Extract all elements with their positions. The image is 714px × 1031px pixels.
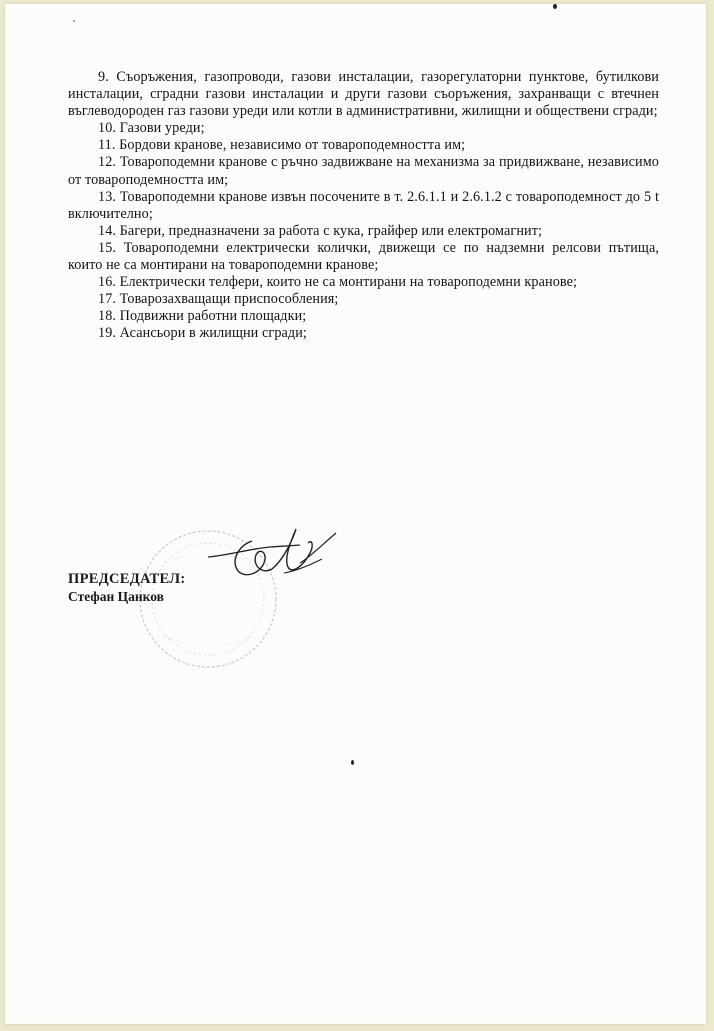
- list-item: 9. Съоръжения, газопроводи, газови инсталации, газорегулаторни пунктове, бутилкови инсталации, сградни газови инсталации и други газови съоръжения, захранващи с втечнен въглеводороден газ газови уреди или котли в административни, жилищни и обществени сгради;: [68, 69, 659, 120]
- signature-block: [68, 570, 185, 605]
- list-item: 17. Товарозахващащи приспособления;: [98, 291, 339, 308]
- list-item: 15. Товароподемни електрически колички, движещи се по надземни релсови пътища, които не са монтирани на товароподемни кранове;: [68, 239, 659, 274]
- list-item: 11. Бордови кранове, независимо от товароподемността им;: [98, 137, 466, 154]
- signatory-title: ПРЕДСЕДАТЕЛ:: [68, 571, 186, 587]
- scan-speck: [351, 760, 354, 765]
- signatory-name: Стефан Цанков: [68, 589, 164, 604]
- list-item: 14. Багери, предназначени за работа с кука, грайфер или електромагнит;: [98, 222, 543, 239]
- handwritten-signature-icon: [200, 519, 340, 589]
- scan-speck: [553, 4, 557, 9]
- list-item: 12. Товароподемни кранове с ръчно задвижване на механизма за придвижване, независимо от товароподемността им;: [68, 154, 659, 188]
- document-page: [5, 4, 706, 1024]
- scan-speck: [73, 20, 75, 22]
- list-item: 18. Подвижни работни площадки;: [98, 308, 307, 325]
- list-item: 13. Товароподемни кранове извън посочените в т. 2.6.1.1 и 2.6.1.2 с товароподемност до 5 t включително;: [68, 188, 659, 222]
- item-list: [68, 69, 659, 343]
- list-item: 16. Електрически телфери, които не са монтирани на товароподемни кранове;: [98, 274, 578, 291]
- list-item: 19. Асансьори в жилищни сгради;: [98, 325, 307, 342]
- list-item: 10. Газови уреди;: [98, 120, 205, 137]
